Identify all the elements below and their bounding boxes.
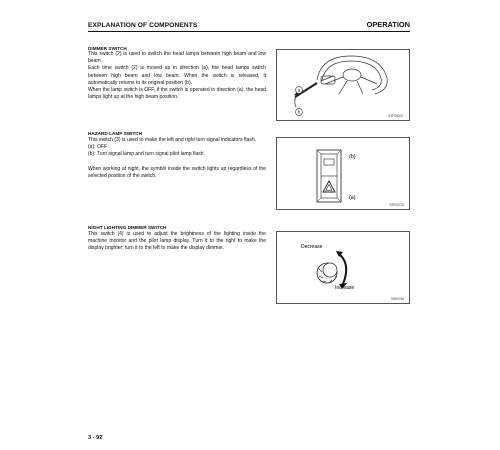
hazard-lamp-switch-heading: HAZARD LAMP SWITCH — [88, 131, 143, 136]
night-lighting-dimmer-heading: NIGHT LIGHTING DIMMER SWITCH — [88, 225, 167, 230]
paragraph: When working at night, the symbol inside the switch lights up regardless of the selected position of the switch. — [88, 165, 266, 179]
hazard-triangle-icon — [323, 181, 335, 192]
direction-label-b — [296, 109, 303, 116]
figure-code: 98N0756 — [391, 297, 404, 301]
night-lighting-dimmer-text — [88, 231, 266, 253]
dimmer-switch-figure — [276, 49, 410, 121]
header-rule — [88, 31, 410, 32]
page-number: 3 - 92 — [88, 435, 103, 441]
header-section-title: EXPLANATION OF COMPONENTS — [88, 22, 198, 29]
paragraph: This switch (3) is used to make the left and right turn signal indicators flash. — [88, 137, 257, 143]
svg-text:a: a — [297, 87, 301, 93]
header-chapter-title: OPERATION — [366, 20, 410, 29]
position-label-a: (a) — [349, 195, 356, 201]
dimmer-switch-heading: DIMMER SWITCH — [88, 46, 127, 51]
paragraph: This switch (2) is used to switch the head lamps between high beam and low beam. — [88, 51, 266, 65]
paragraph: (b): Turn signal lamp and turn signal pilot lamp flash — [88, 151, 204, 158]
figure-code: 93P00725 — [389, 203, 404, 207]
position-label-b: (b) — [349, 154, 356, 160]
hazard-lamp-switch-text — [88, 137, 266, 180]
dimmer-knob — [317, 263, 337, 283]
figure-code: 93P00000 — [388, 114, 403, 118]
direction-label-a — [296, 87, 303, 94]
svg-text:b: b — [297, 109, 301, 115]
steering-wheel-lever-illustration — [277, 50, 409, 120]
night-lighting-dimmer-figure — [276, 231, 410, 304]
dimmer-switch-text — [88, 51, 266, 101]
hazard-lamp-switch-figure — [276, 137, 410, 210]
paragraph: (a): OFF — [88, 144, 108, 151]
hazard-switch-illustration — [277, 138, 409, 209]
paragraph: This switch (4) is used to adjust the brightness of the lighting inside the machine monitor and the pilot lamp display. Turn it to the right to make the display brighter; turn it to the left to make the display dimmer. — [88, 231, 266, 252]
increase-label: Increase — [335, 285, 355, 291]
paragraph — [88, 159, 266, 166]
decrease-label: Decrease — [301, 244, 323, 250]
dimmer-knob-illustration — [277, 232, 409, 303]
paragraph: When the lamp switch is OFF, if the switch is operated in direction (a), the head lamps light up at the high beam position. — [88, 87, 266, 101]
paragraph: Each time switch (2) is moved up in direction (a), the head lamps switch between high beam and low beam. When the switch is released, it automatically returns to its original position (b). — [88, 65, 266, 86]
